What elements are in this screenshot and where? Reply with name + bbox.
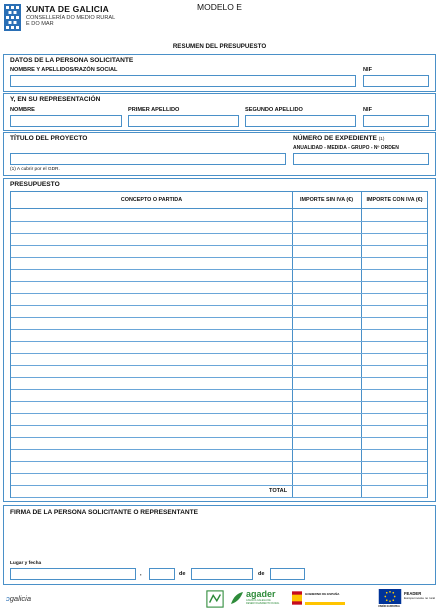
- de-separator-1: de: [179, 571, 186, 577]
- rep-surname1-label: PRIMER APELLIDO: [128, 107, 180, 113]
- table-row[interactable]: [11, 293, 427, 294]
- gdr-footnote: (1) A cubrir por el GDR.: [10, 167, 60, 172]
- table-row[interactable]: [11, 425, 427, 426]
- eu-flag-icon: [378, 589, 402, 604]
- galicia-swirl-icon: ↄ: [6, 594, 10, 603]
- table-row[interactable]: [11, 221, 427, 222]
- table-row[interactable]: [11, 377, 427, 378]
- applicant-nif-field[interactable]: [363, 75, 429, 87]
- col-divider-2: [361, 192, 362, 497]
- table-row[interactable]: [11, 413, 427, 414]
- galicia-logo: [6, 594, 31, 603]
- applicant-name-field[interactable]: [10, 75, 356, 87]
- table-row[interactable]: [11, 257, 427, 258]
- org-subtitle: [26, 15, 115, 28]
- table-row[interactable]: [11, 365, 427, 366]
- table-row[interactable]: [11, 233, 427, 234]
- applicant-section-title: DATOS DE LA PERSONA SOLICITANTE: [10, 57, 134, 64]
- agader-logo: [230, 589, 285, 609]
- table-row[interactable]: [11, 281, 427, 282]
- rep-nif-field[interactable]: [363, 115, 429, 127]
- xunta-coat-of-arms-icon: [4, 4, 21, 31]
- ministry-color-bar: [305, 602, 345, 605]
- agader-leaf-icon: [230, 591, 244, 605]
- table-row[interactable]: [11, 449, 427, 450]
- rep-name-label: NOMBRE: [10, 107, 35, 113]
- de-separator-2: de: [258, 571, 265, 577]
- applicant-name-label: NOMBRE Y APELLIDOS/RAZÓN SOCIAL: [10, 67, 118, 73]
- representative-section-title: Y, EN SU REPRESENTACIÓN: [10, 96, 101, 103]
- table-row[interactable]: [11, 305, 427, 306]
- table-row[interactable]: [11, 389, 427, 390]
- col-header-amount-no-vat: IMPORTE SIN IVA (€): [292, 192, 361, 209]
- month-field[interactable]: [191, 568, 253, 580]
- budget-table: [10, 191, 428, 498]
- spanish-government-text: GOBIERNO DE ESPAÑA: [305, 592, 340, 596]
- galicia-logo-text: galicia: [9, 594, 32, 603]
- leader-logo-icon: [206, 589, 224, 609]
- table-row[interactable]: [11, 341, 427, 342]
- org-subtitle-line2: E DO MAR: [26, 21, 54, 28]
- feader-logo-text: FEADER: [404, 591, 422, 596]
- table-row[interactable]: [11, 461, 427, 462]
- table-row[interactable]: [11, 497, 427, 498]
- rep-nif-label: NIF: [363, 107, 373, 113]
- col-header-concept: CONCEPTO O PARTIDA: [11, 192, 292, 209]
- eu-logo: [378, 589, 402, 609]
- year-field[interactable]: [270, 568, 305, 580]
- table-row[interactable]: [11, 437, 427, 438]
- table-row[interactable]: [11, 317, 427, 318]
- table-row[interactable]: [11, 269, 427, 270]
- eu-logo-text: UNIÓN EUROPEA: [378, 605, 400, 608]
- budget-section-title: PRESUPUESTO: [10, 181, 60, 188]
- table-row[interactable]: [11, 401, 427, 402]
- day-field[interactable]: [149, 568, 175, 580]
- file-number-note-ref: (1): [378, 136, 385, 141]
- table-row[interactable]: [11, 485, 427, 486]
- spain-shield-icon: [292, 591, 302, 605]
- applicant-nif-label: NIF: [363, 67, 373, 73]
- file-number-field[interactable]: [293, 153, 429, 165]
- agader-logo-subtext: AXENCIA GALEGA DE DESENVOLVEMENTO RURAL: [246, 599, 280, 605]
- spanish-government-logo: [292, 589, 346, 609]
- table-row[interactable]: [11, 329, 427, 330]
- table-row[interactable]: [11, 353, 427, 354]
- col-header-amount-vat: IMPORTE CON IVA (€): [361, 192, 428, 209]
- signature-section-title: FIRMA DE LA PERSONA SOLICITANTE O REPRESENTANTE: [10, 509, 199, 516]
- rep-surname2-label: SEGUNDO APELLIDO: [245, 107, 303, 113]
- rep-name-field[interactable]: [10, 115, 122, 127]
- file-number-label: [293, 136, 384, 143]
- project-title-field[interactable]: [10, 153, 286, 165]
- file-number-format: ANUALIDAD - MEDIDA - GRUPO - Nº ORDEN: [293, 145, 399, 151]
- rep-surname2-field[interactable]: [245, 115, 356, 127]
- feader-logo-subtext: Europa investe no rural: [404, 596, 436, 600]
- place-date-label: Lugar y fecha: [10, 561, 42, 566]
- file-number-label-text: NÚMERO DE EXPEDIENTE: [293, 135, 377, 142]
- feader-logo: [404, 589, 436, 609]
- comma-separator: ,: [140, 571, 142, 577]
- org-subtitle-line1: CONSELLERÍA DO MEDIO RURAL: [26, 15, 116, 21]
- model-label: MODELO E: [197, 2, 242, 12]
- place-field[interactable]: [10, 568, 136, 580]
- table-row[interactable]: [11, 473, 427, 474]
- rep-surname1-field[interactable]: [128, 115, 239, 127]
- col-divider-1: [292, 192, 293, 497]
- total-label: TOTAL: [269, 488, 288, 494]
- org-name: XUNTA DE GALICIA: [26, 4, 110, 14]
- project-title-label: TÍTULO DEL PROYECTO: [10, 135, 88, 142]
- agader-logo-text: agader: [246, 589, 276, 599]
- table-row[interactable]: [11, 245, 427, 246]
- document-title: RESUMEN DEL PRESUPUESTO: [172, 43, 267, 50]
